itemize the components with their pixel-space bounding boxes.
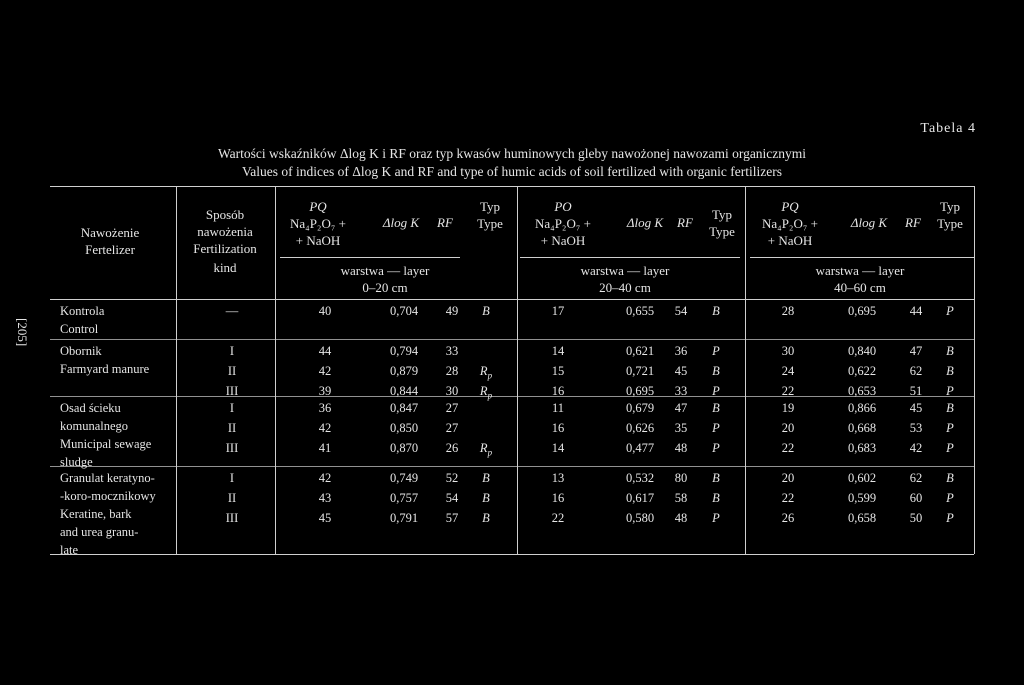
table-cell: B bbox=[712, 364, 720, 378]
table-cell: 33 bbox=[445, 344, 459, 358]
table-cell: 0,844 bbox=[389, 384, 419, 398]
table-cell: 44 bbox=[318, 344, 332, 358]
table-cell: B bbox=[712, 304, 720, 318]
table-cell: P bbox=[712, 441, 720, 455]
table-cell: 0,749 bbox=[389, 471, 419, 485]
header-type-1: Typ Type bbox=[477, 199, 503, 231]
table-cell: 11 bbox=[551, 401, 565, 415]
table-cell: 52 bbox=[445, 471, 459, 485]
table-cell: B bbox=[482, 511, 490, 525]
rule-subheader-1 bbox=[280, 257, 460, 258]
table-cell: 0,870 bbox=[389, 441, 419, 455]
fertilization-kind: — bbox=[225, 304, 239, 318]
table-cell: 35 bbox=[674, 421, 688, 435]
table-cell: 44 bbox=[909, 304, 923, 318]
table-cell: 28 bbox=[781, 304, 795, 318]
table-cell: 42 bbox=[909, 441, 923, 455]
table-cell: P bbox=[946, 384, 954, 398]
rule-group-1 bbox=[50, 339, 974, 340]
table-cell: 33 bbox=[674, 384, 688, 398]
table-cell: 0,477 bbox=[625, 441, 655, 455]
table-cell: 36 bbox=[318, 401, 332, 415]
header-dlogk-3: Δlog K bbox=[850, 215, 888, 230]
table-cell: 43 bbox=[318, 491, 332, 505]
fertilization-kind: I bbox=[229, 471, 235, 485]
table-cell: P bbox=[946, 304, 954, 318]
table-cell: B bbox=[946, 344, 954, 358]
fertilization-kind: I bbox=[229, 401, 235, 415]
table-cell: 0,602 bbox=[847, 471, 877, 485]
table-cell: 0,580 bbox=[625, 511, 655, 525]
title-polish: Wartości wskaźników Δlog K i RF oraz typ kwasów huminowych gleby nawożonej nawozami organicznymi bbox=[217, 146, 807, 161]
table-cell: 40 bbox=[318, 304, 332, 318]
table-cell: 0,695 bbox=[625, 384, 655, 398]
table-cell: 0,621 bbox=[625, 344, 655, 358]
table-cell: B bbox=[712, 471, 720, 485]
table-cell: 42 bbox=[318, 471, 332, 485]
table-cell: 49 bbox=[445, 304, 459, 318]
table-cell: P bbox=[946, 441, 954, 455]
table-cell: $R_p$ bbox=[479, 384, 493, 401]
table-cell: 57 bbox=[445, 511, 459, 525]
header-rf-2: RF bbox=[677, 215, 693, 230]
group-label-line: Control bbox=[60, 322, 99, 336]
group-label-line: Farmyard manure bbox=[60, 362, 150, 376]
table-cell: 26 bbox=[781, 511, 795, 525]
table-cell: 17 bbox=[551, 304, 565, 318]
table-cell: B bbox=[712, 401, 720, 415]
table-cell: 19 bbox=[781, 401, 795, 415]
header-layer-3: warstwa — layer 40–60 cm bbox=[815, 263, 905, 295]
table-cell: 41 bbox=[318, 441, 332, 455]
table-cell: 0,683 bbox=[847, 441, 877, 455]
table-cell: P bbox=[712, 384, 720, 398]
table-cell: 30 bbox=[445, 384, 459, 398]
group-label-line: and urea granu- bbox=[60, 525, 139, 539]
title-english: Values of indices of Δlog K and RF and type of humic acids of soil fertilized with organic fertilizers bbox=[241, 164, 783, 179]
table-cell: 22 bbox=[781, 441, 795, 455]
table-cell: 20 bbox=[781, 421, 795, 435]
table-cell: 22 bbox=[781, 384, 795, 398]
table-cell: $R_p$ bbox=[479, 441, 493, 458]
header-layer-1: warstwa — layer 0–20 cm bbox=[340, 263, 430, 295]
table-cell: 39 bbox=[318, 384, 332, 398]
table-cell: P bbox=[946, 511, 954, 525]
header-reagent-3: PQ Na₄P₂O₇ + + NaOH bbox=[762, 199, 818, 248]
group-label-line: Obornik bbox=[60, 344, 102, 358]
table-cell: 27 bbox=[445, 421, 459, 435]
group-label-line: Municipal sewage bbox=[60, 437, 152, 451]
table-cell: 54 bbox=[445, 491, 459, 505]
table-cell: 0,757 bbox=[389, 491, 419, 505]
table-cell: P bbox=[946, 491, 954, 505]
page-number-side: [205] bbox=[15, 318, 30, 347]
group-label-line: Osad ścieku bbox=[60, 401, 121, 415]
rule-bottom bbox=[50, 554, 974, 555]
fertilization-kind: II bbox=[227, 421, 237, 435]
table-cell: 0,695 bbox=[847, 304, 877, 318]
group-label-line: Kontrola bbox=[60, 304, 105, 318]
table-cell: P bbox=[946, 421, 954, 435]
table-cell: P bbox=[712, 421, 720, 435]
vrule-4 bbox=[745, 186, 746, 554]
table-cell: 42 bbox=[318, 421, 332, 435]
header-type-2: Typ Type bbox=[709, 207, 735, 239]
table-cell: 14 bbox=[551, 441, 565, 455]
table-cell: 53 bbox=[909, 421, 923, 435]
table-cell: 0,622 bbox=[847, 364, 877, 378]
table-cell: 13 bbox=[551, 471, 565, 485]
table-cell: 62 bbox=[909, 471, 923, 485]
header-method: Sposób nawożenia Fertilization kind bbox=[193, 207, 257, 275]
table-cell: 0,794 bbox=[389, 344, 419, 358]
table-cell: 48 bbox=[674, 511, 688, 525]
table-cell: 58 bbox=[674, 491, 688, 505]
table-cell: 0,850 bbox=[389, 421, 419, 435]
group-label-line: Granulat keratyno- bbox=[60, 471, 155, 485]
table-cell: P bbox=[712, 344, 720, 358]
table-cell: 45 bbox=[674, 364, 688, 378]
table-cell: B bbox=[946, 364, 954, 378]
fertilization-kind: III bbox=[225, 511, 239, 525]
table-cell: B bbox=[482, 471, 490, 485]
table-cell: 60 bbox=[909, 491, 923, 505]
table-cell: 45 bbox=[909, 401, 923, 415]
rule-subheader-2 bbox=[520, 257, 740, 258]
group-label-line: komunalnego bbox=[60, 419, 129, 433]
table-cell: P bbox=[712, 511, 720, 525]
header-rf-1: RF bbox=[437, 215, 453, 230]
table-cell: B bbox=[946, 401, 954, 415]
vrule-5 bbox=[974, 186, 975, 554]
table-cell: 24 bbox=[781, 364, 795, 378]
table-cell: 30 bbox=[781, 344, 795, 358]
table-number: Tabela 4 bbox=[920, 121, 976, 136]
fertilization-kind: III bbox=[225, 384, 239, 398]
fertilization-kind: II bbox=[227, 364, 237, 378]
table-cell: B bbox=[946, 471, 954, 485]
table-cell: 22 bbox=[551, 511, 565, 525]
table-cell: 42 bbox=[318, 364, 332, 378]
table-cell: 15 bbox=[551, 364, 565, 378]
table-cell: B bbox=[482, 491, 490, 505]
table-cell: 0,840 bbox=[847, 344, 877, 358]
table-cell: 0,599 bbox=[847, 491, 877, 505]
table-cell: 16 bbox=[551, 384, 565, 398]
table-cell: B bbox=[482, 304, 490, 318]
rule-group-2 bbox=[50, 396, 974, 397]
table-cell: 54 bbox=[674, 304, 688, 318]
header-dlogk-1: Δlog K bbox=[382, 215, 420, 230]
header-rf-3: RF bbox=[905, 215, 921, 230]
table-cell: 62 bbox=[909, 364, 923, 378]
group-label-line: sludge bbox=[60, 455, 93, 469]
header-dlogk-2: Δlog K bbox=[626, 215, 664, 230]
table-cell: $R_p$ bbox=[479, 364, 493, 381]
table-cell: 0,653 bbox=[847, 384, 877, 398]
table-cell: 16 bbox=[551, 491, 565, 505]
fertilization-kind: II bbox=[227, 491, 237, 505]
table-cell: 16 bbox=[551, 421, 565, 435]
table-cell: 36 bbox=[674, 344, 688, 358]
rule-header-bottom bbox=[50, 299, 974, 300]
table-cell: 0,847 bbox=[389, 401, 419, 415]
table-cell: 47 bbox=[674, 401, 688, 415]
table-cell: 14 bbox=[551, 344, 565, 358]
table-cell: 48 bbox=[674, 441, 688, 455]
table-cell: 0,617 bbox=[625, 491, 655, 505]
fertilization-kind: I bbox=[229, 344, 235, 358]
rule-subheader-3 bbox=[750, 257, 974, 258]
table-cell: 27 bbox=[445, 401, 459, 415]
table-cell: B bbox=[712, 491, 720, 505]
group-label-line: late bbox=[60, 543, 79, 557]
table-cell: 47 bbox=[909, 344, 923, 358]
header-type-3: Typ Type bbox=[937, 199, 963, 231]
table-cell: 0,866 bbox=[847, 401, 877, 415]
table-cell: 0,721 bbox=[625, 364, 655, 378]
table-cell: 50 bbox=[909, 511, 923, 525]
table-cell: 80 bbox=[674, 471, 688, 485]
group-label-line: Keratine, bark bbox=[60, 507, 132, 521]
table-cell: 0,679 bbox=[625, 401, 655, 415]
header-reagent-2: PO Na₄P₂O₇ + + NaOH bbox=[535, 199, 591, 248]
group-label-line: -koro-mocznikowy bbox=[60, 489, 156, 503]
fertilization-kind: III bbox=[225, 441, 239, 455]
table-cell: 28 bbox=[445, 364, 459, 378]
rule-top bbox=[50, 186, 974, 187]
header-reagent-1: PQ Na₄P₂O₇ + + NaOH bbox=[290, 199, 346, 248]
table-cell: 51 bbox=[909, 384, 923, 398]
rule-group-3 bbox=[50, 466, 974, 467]
header-layer-2: warstwa — layer 20–40 cm bbox=[580, 263, 670, 295]
table-cell: 0,655 bbox=[625, 304, 655, 318]
table-cell: 0,626 bbox=[625, 421, 655, 435]
table-cell: 26 bbox=[445, 441, 459, 455]
table-cell: 45 bbox=[318, 511, 332, 525]
table-cell: 0,532 bbox=[625, 471, 655, 485]
table-cell: 22 bbox=[781, 491, 795, 505]
table-cell: 0,704 bbox=[389, 304, 419, 318]
table-cell: 0,791 bbox=[389, 511, 419, 525]
table-cell: 0,668 bbox=[847, 421, 877, 435]
table-cell: 0,879 bbox=[389, 364, 419, 378]
table-cell: 0,658 bbox=[847, 511, 877, 525]
header-fertilizer: Nawożenie Fertelizer bbox=[80, 225, 140, 257]
table-cell: 20 bbox=[781, 471, 795, 485]
